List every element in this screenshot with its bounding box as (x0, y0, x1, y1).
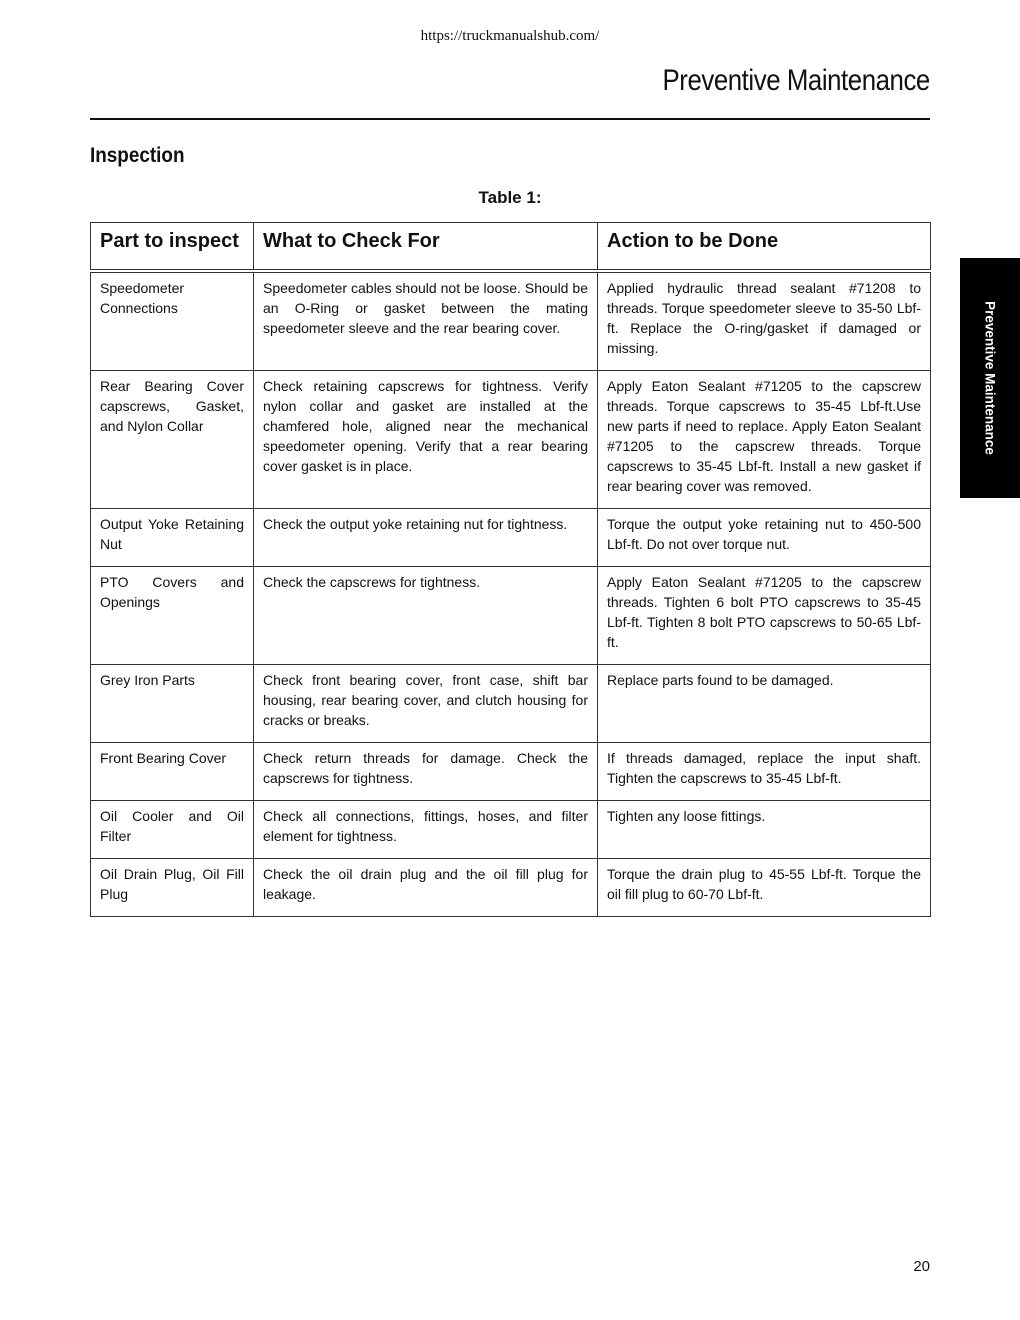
cell-action: Torque the output yoke retaining nut to 450-500 Lbf-ft. Do not over torque nut. (598, 509, 931, 567)
cell-part: PTO Covers and Openings (91, 567, 254, 665)
source-url: https://truckmanualshub.com/ (420, 28, 600, 44)
cell-action: If threads damaged, replace the input shaft. Tighten the capscrews to 35-45 Lbf-ft. (598, 743, 931, 801)
section-title: Inspection (90, 144, 185, 167)
cell-part: Front Bearing Cover (91, 743, 254, 801)
cell-check: Check retaining capscrews for tightness. Verify nylon collar and gasket are installed at the chamfered hole, aligned near the mechanical speedometer opening. Verify that a rear bearing cover gasket is in place. (254, 371, 598, 509)
table-row (91, 371, 931, 509)
cell-action: Torque the drain plug to 45-55 Lbf-ft. Torque the oil fill plug to 60-70 Lbf-ft. (598, 859, 931, 917)
table-row (91, 801, 931, 859)
cell-check: Check front bearing cover, front case, shift bar housing, rear bearing cover, and clutch housing for cracks or breaks. (254, 665, 598, 743)
column-header-check: What to Check For (254, 223, 598, 272)
cell-part: Grey Iron Parts (91, 665, 254, 743)
table-header-row (91, 223, 931, 272)
table-row (91, 743, 931, 801)
cell-part: Oil Cooler and Oil Filter (91, 801, 254, 859)
column-header-part: Part to inspect (91, 223, 254, 272)
header-divider (90, 118, 930, 120)
cell-check: Check all connections, fittings, hoses, and filter element for tightness. (254, 801, 598, 859)
cell-check: Check the capscrews for tightness. (254, 567, 598, 665)
column-header-action: Action to be Done (598, 223, 931, 272)
cell-action: Applied hydraulic thread sealant #71208 to threads. Torque speedometer sleeve to 35-50 Lbf-ft. Replace the O-ring/gasket if damaged or missing. (598, 271, 931, 371)
table-row (91, 509, 931, 567)
page-number: 20 (913, 1258, 930, 1275)
cell-check: Speedometer cables should not be loose. Should be an O-Ring or gasket between the mating speedometer sleeve and the rear bearing cover. (254, 271, 598, 371)
cell-action: Tighten any loose fittings. (598, 801, 931, 859)
page-header-title: Preventive Maintenance (662, 64, 930, 97)
cell-check: Check the oil drain plug and the oil fill plug for leakage. (254, 859, 598, 917)
inspection-table (90, 222, 931, 917)
table-row (91, 567, 931, 665)
cell-check: Check return threads for damage. Check the capscrews for tightness. (254, 743, 598, 801)
table-row (91, 665, 931, 743)
side-tab (960, 258, 1020, 498)
cell-action: Apply Eaton Sealant #71205 to the capscrew threads. Torque capscrews to 35-45 Lbf-ft.Use new parts if need to replace. Apply Eaton Sealant #71205 to the capscrew threads. Torque capscrews to 35-45 Lbf-ft. Install a new gasket if rear bearing cover was removed. (598, 371, 931, 509)
table-caption: Table 1: (478, 188, 542, 207)
cell-check: Check the output yoke retaining nut for tightness. (254, 509, 598, 567)
table-row (91, 859, 931, 917)
side-tab-label: Preventive Maintenance (982, 301, 998, 455)
table-row (91, 271, 931, 371)
cell-part: Oil Drain Plug, Oil Fill Plug (91, 859, 254, 917)
cell-part: Rear Bearing Cover capscrews, Gasket, and Nylon Collar (91, 371, 254, 509)
cell-action: Replace parts found to be damaged. (598, 665, 931, 743)
cell-part: Speedometer Connections (91, 271, 254, 371)
cell-part: Output Yoke Retaining Nut (91, 509, 254, 567)
cell-action: Apply Eaton Sealant #71205 to the capscrew threads. Tighten 6 bolt PTO capscrews to 35-45 Lbf-ft. Tighten 8 bolt PTO capscrews to 50-65 Lbf-ft. (598, 567, 931, 665)
